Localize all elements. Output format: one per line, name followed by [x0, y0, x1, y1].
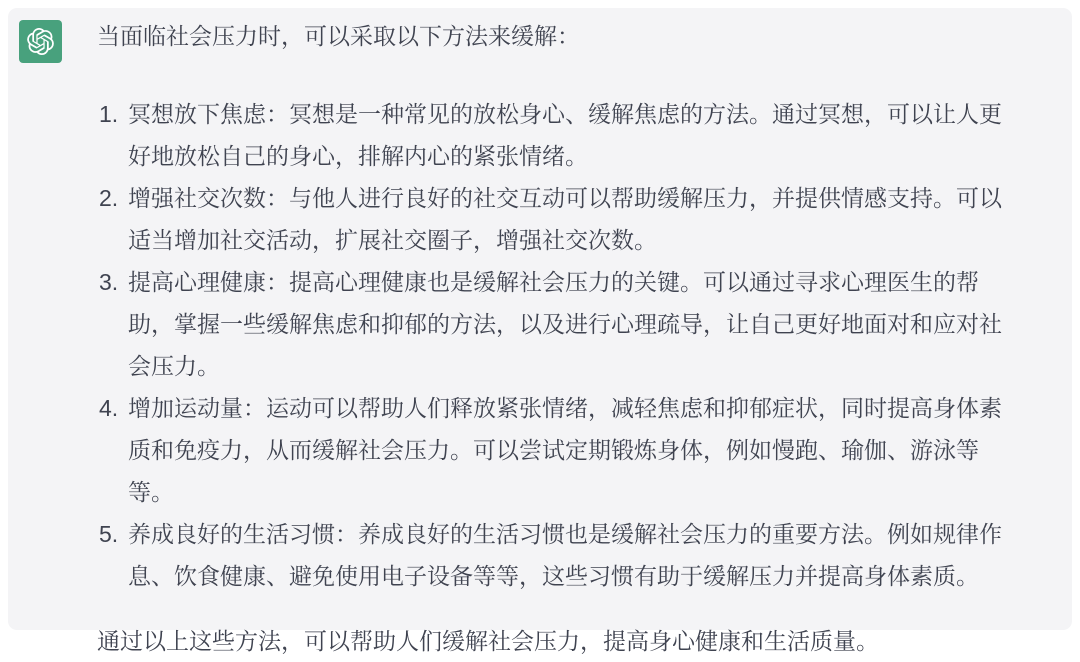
message-intro: 当面临社会压力时，可以采取以下方法来缓解：: [97, 23, 580, 49]
assistant-message-panel: [8, 8, 1072, 654]
message-outro: 通过以上这些方法，可以帮助人们缓解社会压力，提高身心健康和生活质量。: [97, 628, 879, 654]
list-item-text: 养成良好的生活习惯：养成良好的生活习惯也是缓解社会压力的重要方法。例如规律作息、饮食健康、避免使用电子设备等等，这些习惯有助于缓解压力并提高身体素质。: [128, 521, 1002, 589]
assistant-avatar: [19, 20, 62, 63]
list-item-text: 提高心理健康：提高心理健康也是缓解社会压力的关键。可以通过寻求心理医生的帮助，掌握一些缓解焦虑和抑郁的方法，以及进行心理疏导，让自己更好地面对和应对社会压力。: [128, 269, 1002, 379]
list-item-number: 3.: [99, 269, 119, 295]
list-item-text: 冥想放下焦虑：冥想是一种常见的放松身心、缓解焦虑的方法。通过冥想，可以让人更好地放松自己的身心，排解内心的紧张情绪。: [128, 101, 1002, 169]
list-item: [97, 513, 1007, 597]
list-item: [97, 261, 1007, 387]
list-item: [97, 387, 1007, 513]
openai-logo-icon: [27, 28, 54, 55]
list-item-text: 增强社交次数：与他人进行良好的社交互动可以帮助缓解压力，并提供情感支持。可以适当增加社交活动，扩展社交圈子，增强社交次数。: [128, 185, 1002, 253]
list-item-text: 增加运动量：运动可以帮助人们释放紧张情绪，减轻焦虑和抑郁症状，同时提高身体素质和免疫力，从而缓解社会压力。可以尝试定期锻炼身体，例如慢跑、瑜伽、游泳等等。: [128, 395, 1002, 505]
list-item: [97, 177, 1007, 261]
list-item-number: 4.: [99, 395, 119, 421]
list-item-number: 2.: [99, 185, 119, 211]
list-item: [97, 93, 1007, 177]
methods-list: [97, 93, 1007, 597]
assistant-message-row: [8, 8, 1072, 662]
assistant-message-content: [97, 15, 1038, 662]
list-item-number: 5.: [99, 521, 119, 547]
list-item-number: 1.: [99, 101, 119, 127]
